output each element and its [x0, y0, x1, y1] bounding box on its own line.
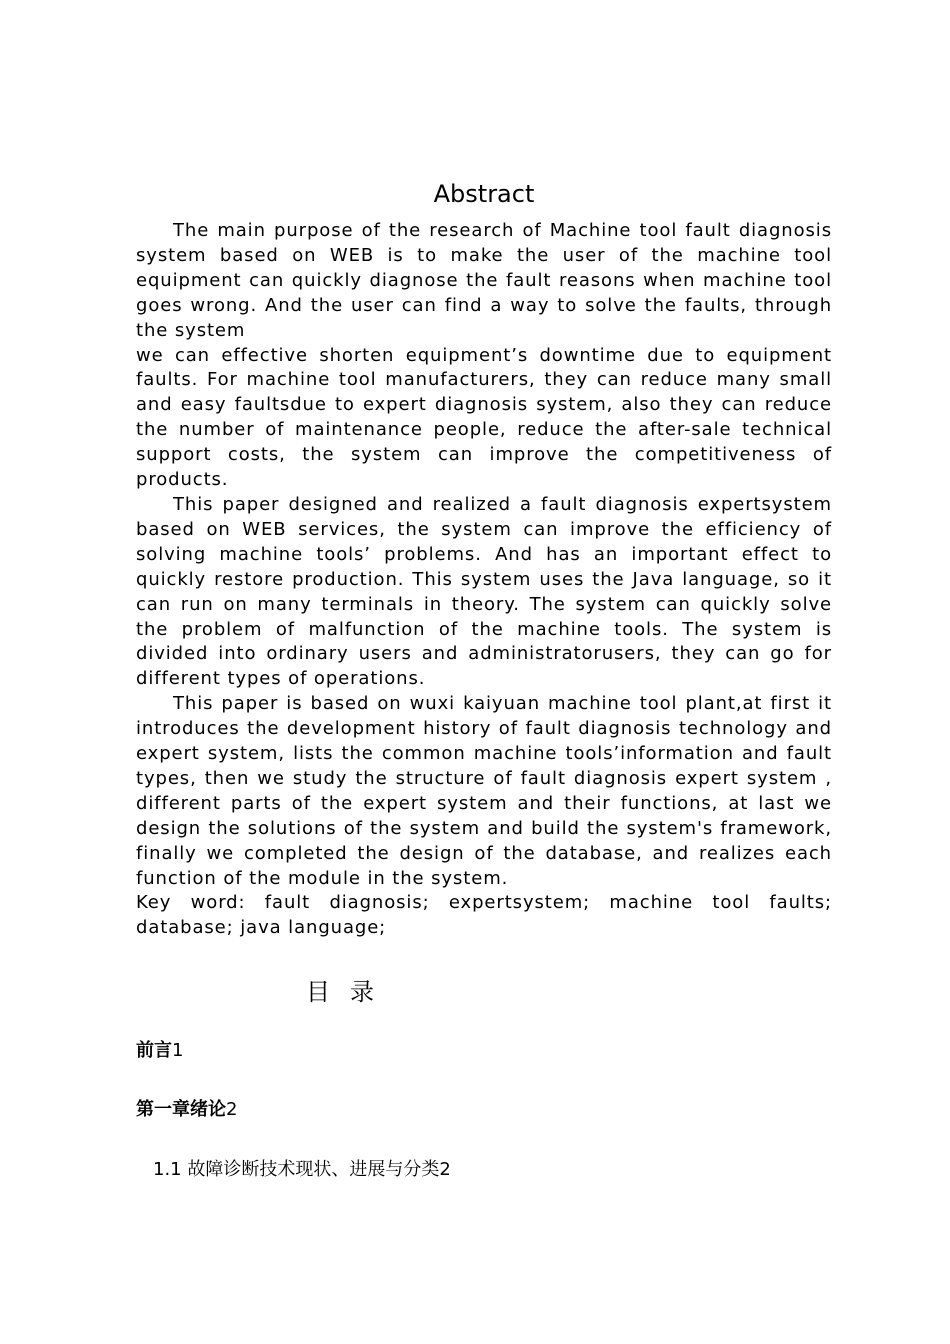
abstract-paragraph: we can effective shorten equipment’s downtime due to equipment faults. For machine tool manufacturers, they can reduce many small and easy faultsdue to expert diagnosis system, also they can reduce the number of maintenance people, reduce the after-sale technical support costs, the system can improve the competitiveness of products.	[136, 344, 832, 491]
toc-title: 目录	[306, 978, 394, 1006]
toc-entry[interactable]	[136, 1098, 237, 1122]
toc-entry-page: 1	[172, 1040, 184, 1061]
toc-entry-label: 第一章绪论	[136, 1099, 226, 1120]
toc-entry-label: 前言	[136, 1040, 172, 1061]
toc-entry-page: 2	[439, 1159, 451, 1180]
abstract-title: Abstract	[433, 180, 535, 208]
abstract-paragraph: This paper designed and realized a fault diagnosis expertsystem based on WEB services, the system can improve the efficiency of solving machine tools’ problems. And has an important effect to quickly restore production. This system uses the Java language, so it can run on many terminals in theory. The system can quickly solve the problem of malfunction of the machine tools. The system is divided into ordinary users and administratorusers, they can go for different types of operations.	[136, 493, 832, 690]
toc-entry[interactable]	[136, 1039, 183, 1063]
abstract-paragraph: This paper is based on wuxi kaiyuan machine tool plant,at first it introduces the development history of fault diagnosis technology and expert system, lists the common machine tools’information and fault types, then we study the structure of fault diagnosis expert system , different parts of the expert system and their functions, at last we design the solutions of the system and build the system's framework, finally we completed the design of the database, and realizes each function of the module in the system.	[136, 693, 832, 889]
abstract-paragraph: The main purpose of the research of Machine tool fault diagnosis system based on WEB is to make the user of the machine tool equipment can quickly diagnose the fault reasons when machine tool goes wrong. And the user can find a way to solve the faults, through the system	[136, 220, 832, 341]
abstract-body	[136, 219, 832, 941]
toc-entry-label: 1.1 故障诊断技术现状、进展与分类	[153, 1159, 440, 1180]
keywords-line: Key word: fault diagnosis; expertsystem; machine tool faults; database; java language;	[136, 892, 832, 939]
toc-entry-page: 2	[226, 1099, 238, 1120]
toc-entry[interactable]	[153, 1158, 451, 1182]
